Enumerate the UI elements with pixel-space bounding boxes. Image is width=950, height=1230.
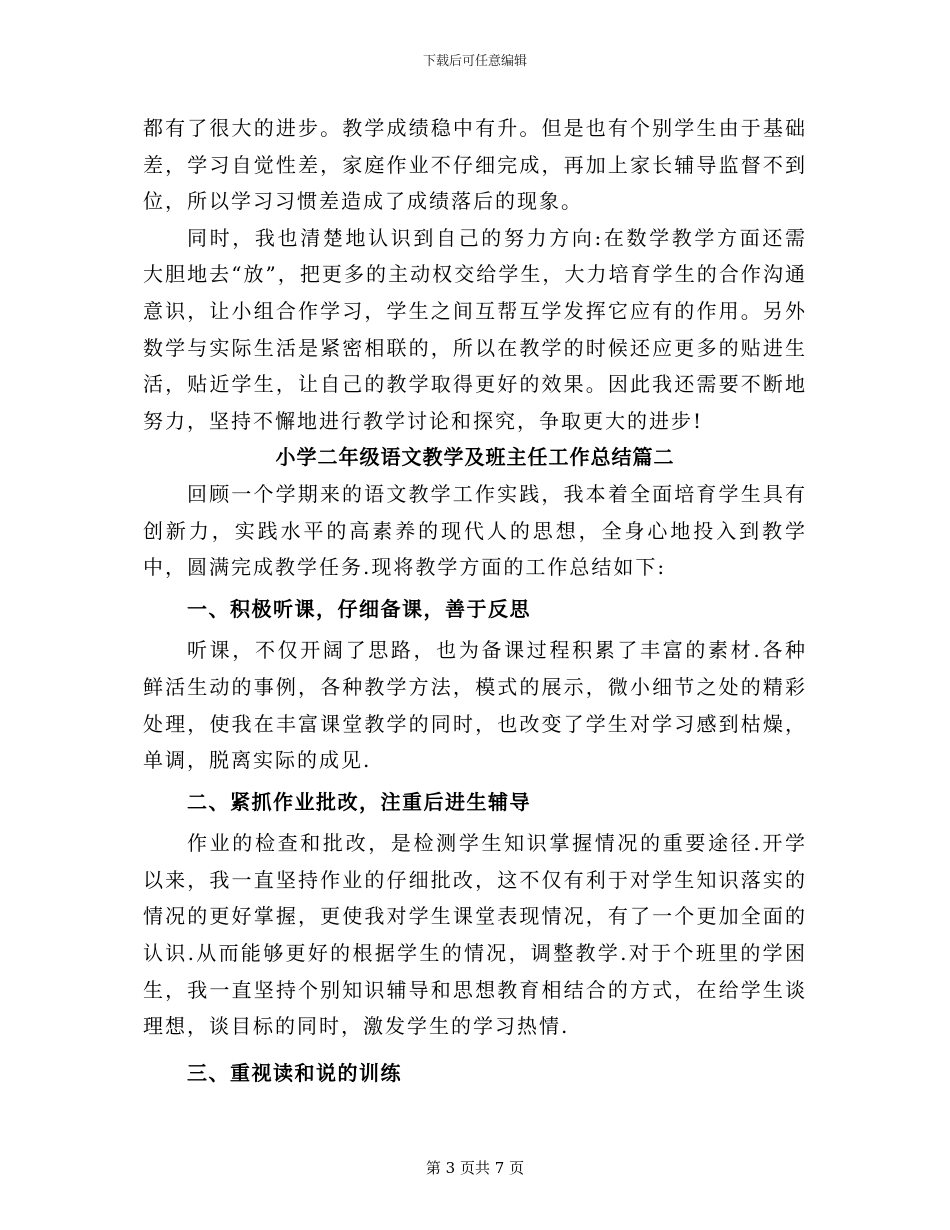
paragraph-effort-direction: 同时，我也清楚地认识到自己的努力方向:在数学教学方面还需大胆地去“放”，把更多的主动权交给学生，大力培育学生的合作沟通意识，让小组合作学习，学生之间互帮互学发挥它应有的作用。另外数学与实际生活是紧密相联的，所以在教学的时候还应更多的贴进生活，贴近学生，让自己的教学取得更好的效果。因此我还需要不断地努力，坚持不懈地进行教学讨论和探究，争取更大的进步! xyxy=(143,225,807,433)
paragraph-continued: 都有了很大的进步。教学成绩稳中有升。但是也有个别学生由于基础差，学习自觉性差，家庭作业不仔细完成，再加上家长辅导监督不到位，所以学习习惯差造成了成绩落后的现象。 xyxy=(143,116,807,214)
paragraph-homework: 作业的检查和批改，是检测学生知识掌握情况的重要途径.开学以来，我一直坚持作业的仔细批改，这不仅有利于对学生知识落实的情况的更好掌握，更使我对学生课堂表现情况，有了一个更加全面的认识.从而能够更好的根据学生的情况，调整教学.对于个班里的学困生，我一直坚持个别知识辅导和思想教育相结合的方式，在给学生谈理想，谈目标的同时，激发学生的学习热情. xyxy=(143,831,807,1039)
heading-three: 三、重视读和说的训练 xyxy=(187,1060,402,1085)
document-body xyxy=(143,110,807,1091)
paragraph-lesson-listening: 听课，不仅开阔了思路，也为备课过程积累了丰富的素材.各种鲜活生动的事例，各种教学方法，模式的展示，微小细节之处的精彩处理，使我在丰富课堂教学的同时，也改变了学生对学习感到枯燥，单调，脱离实际的成见. xyxy=(143,638,807,773)
section-title: 小学二年级语文教学及班主任工作总结篇二 xyxy=(275,445,675,470)
page-header: 下载后可任意编辑 xyxy=(422,54,527,69)
heading-one: 一、积极听课，仔细备课，善于反思 xyxy=(187,596,531,621)
page-number: 第 3 页共 7 页 xyxy=(425,1159,525,1177)
paragraph-intro: 回顾一个学期来的语文教学工作实践，我本着全面培育学生具有创新力，实践水平的高素养的现代人的思想，全身心地投入到教学中，圆满完成教学任务.现将教学方面的工作总结如下: xyxy=(143,481,807,580)
heading-two: 二、紧抓作业批改，注重后进生辅导 xyxy=(187,789,531,814)
